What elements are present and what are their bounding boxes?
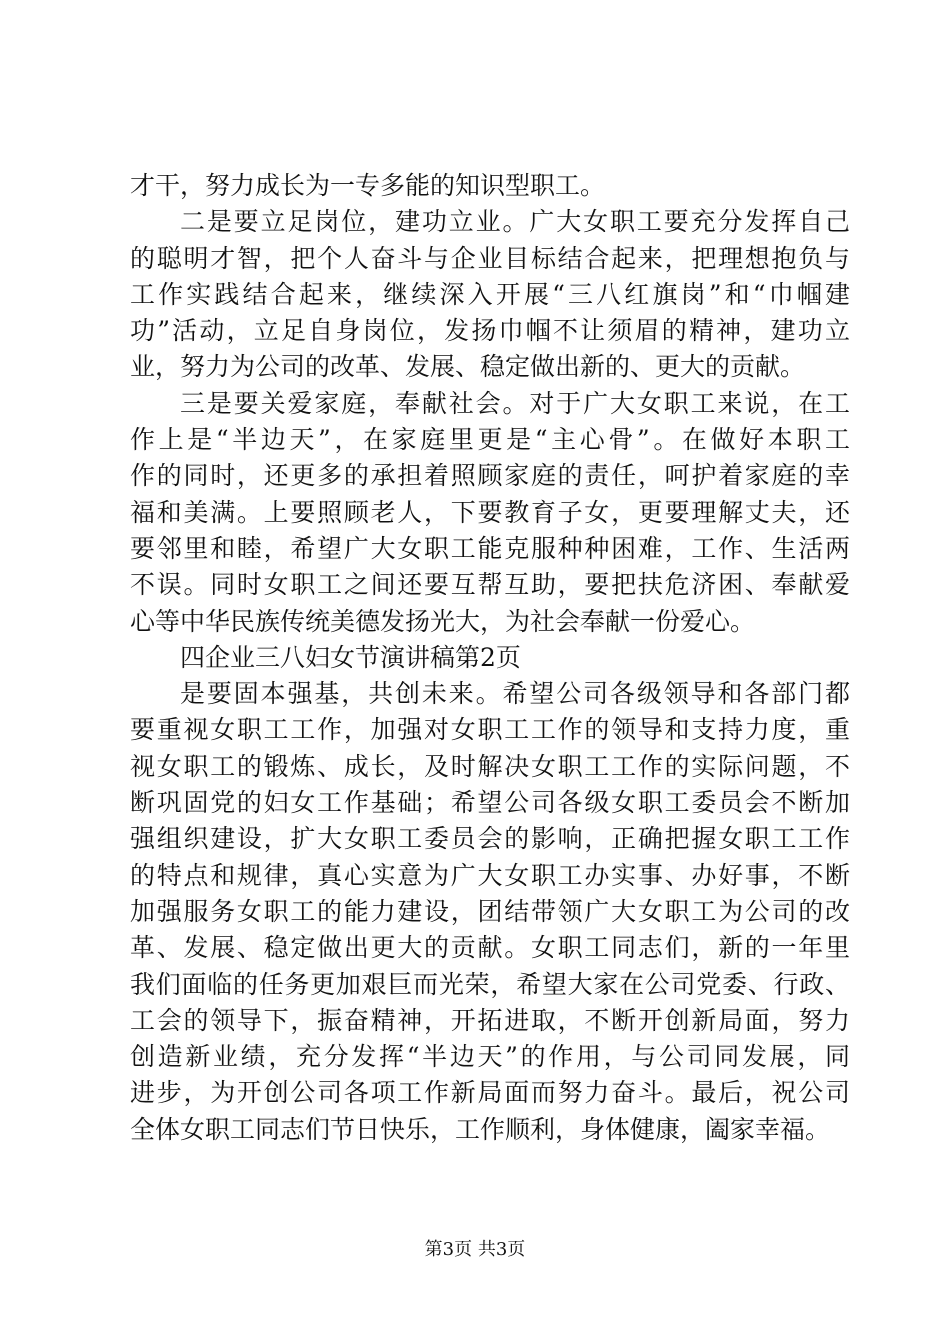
text-line: 三是要关爱家庭，奉献社会。对于广大女职工来说，在工 bbox=[180, 388, 850, 418]
text-line: 二是要立足岗位，建功立业。广大女职工要充分发挥自己 bbox=[180, 207, 850, 237]
text-line: 心等中华民族传统美德发扬光大，为社会奉献一份爱心。 bbox=[130, 606, 756, 636]
text-line: 工会的领导下，振奋精神，开拓进取，不断开创新局面，努力 bbox=[130, 1005, 850, 1035]
text-line: 不误。同时女职工之间还要互帮互助，要把扶危济困、奉献爱 bbox=[130, 570, 850, 600]
page-marker-line: 四企业三八妇女节演讲稿第2页 bbox=[180, 642, 521, 672]
text-line: 功”活动，立足自身岗位，发扬巾帼不让须眉的精神，建功立 bbox=[130, 316, 850, 346]
text-line: 要邻里和睦，希望广大女职工能克服种种困难，工作、生活两 bbox=[130, 533, 850, 563]
text-line: 视女职工的锻炼、成长，及时解决女职工工作的实际问题，不 bbox=[130, 751, 850, 781]
body-text bbox=[130, 168, 850, 1148]
text-line: 全体女职工同志们节日快乐，工作顺利，身体健康，阖家幸福。 bbox=[130, 1114, 831, 1144]
text-line: 作上是“半边天”，在家庭里更是“主心骨”。在做好本职工 bbox=[130, 425, 850, 455]
text-line: 强组织建设，扩大女职工委员会的影响，正确把握女职工工作 bbox=[130, 824, 850, 854]
text-line: 是要固本强基，共创未来。希望公司各级领导和各部门都 bbox=[180, 679, 850, 709]
text-line: 加强服务女职工的能力建设，团结带领广大女职工为公司的改 bbox=[130, 896, 850, 926]
text-line: 业，努力为公司的改革、发展、稳定做出新的、更大的贡献。 bbox=[130, 352, 806, 382]
text-line: 才干，努力成长为一专多能的知识型职工。 bbox=[130, 171, 606, 200]
text-line: 革、发展、稳定做出更大的贡献。女职工同志们，新的一年里 bbox=[130, 933, 850, 963]
text-line: 的特点和规律，真心实意为广大女职工办实事、办好事，不断 bbox=[130, 860, 850, 890]
text-line: 断巩固党的妇女工作基础；希望公司各级女职工委员会不断加 bbox=[130, 788, 850, 818]
page-footer: 第3页 共3页 bbox=[424, 1239, 526, 1260]
text-line: 创造新业绩，充分发挥“半边天”的作用，与公司同发展，同 bbox=[130, 1042, 850, 1072]
text-line: 我们面临的任务更加艰巨而光荣，希望大家在公司党委、行政、 bbox=[130, 969, 850, 999]
text-line: 的聪明才智，把个人奋斗与企业目标结合起来，把理想抱负与 bbox=[130, 243, 850, 273]
text-line: 工作实践结合起来，继续深入开展“三八红旗岗”和“巾帼建 bbox=[130, 279, 850, 309]
text-line: 作的同时，还更多的承担着照顾家庭的责任，呵护着家庭的幸 bbox=[130, 461, 850, 491]
text-line: 要重视女职工工作，加强对女职工工作的领导和支持力度，重 bbox=[130, 715, 850, 745]
text-line: 进步，为开创公司各项工作新局面而努力奋斗。最后，祝公司 bbox=[130, 1078, 850, 1108]
text-line: 福和美满。上要照顾老人，下要教育子女，更要理解丈夫，还 bbox=[130, 497, 850, 527]
